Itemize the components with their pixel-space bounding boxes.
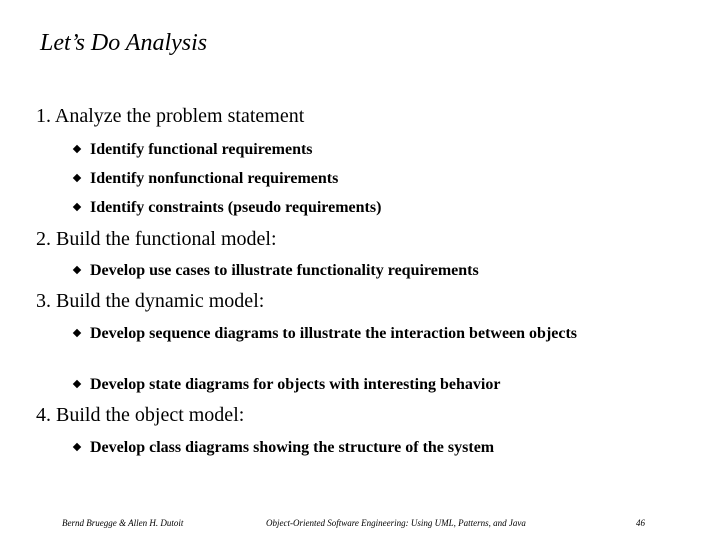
footer-authors: Bernd Bruegge & Allen H. Dutoit — [62, 518, 184, 528]
bullet-item — [74, 261, 654, 281]
footer-page-number: 46 — [636, 518, 645, 528]
bullet-text: Develop state diagrams for objects with interesting behavior — [90, 376, 501, 393]
footer-book-title: Object-Oriented Software Engineering: Using UML, Patterns, and Java — [266, 518, 526, 528]
section-heading-4: 4. Build the object model: — [36, 404, 245, 426]
bullet-text: Identify functional requirements — [90, 141, 313, 158]
bullet-item — [74, 438, 654, 458]
bullet-text: Identify constraints (pseudo requirements) — [90, 199, 382, 216]
bullet-text: Develop sequence diagrams to illustrate the interaction between objects — [90, 325, 578, 342]
bullet-text: Identify nonfunctional requirements — [90, 170, 339, 187]
bullet-text: Develop class diagrams showing the structure of the system — [90, 439, 495, 456]
slide-title: Let’s Do Analysis — [40, 30, 208, 56]
bullet-item — [74, 140, 654, 160]
bullet-item — [74, 198, 654, 218]
section-heading-2: 2. Build the functional model: — [36, 228, 277, 250]
section-heading-1: 1. Analyze the problem statement — [36, 105, 305, 127]
bullet-text: Develop use cases to illustrate functionality requirements — [90, 262, 479, 279]
bullet-item — [74, 169, 654, 189]
bullet-item — [74, 375, 654, 395]
section-heading-3: 3. Build the dynamic model: — [36, 290, 265, 312]
bullet-item — [74, 324, 654, 344]
